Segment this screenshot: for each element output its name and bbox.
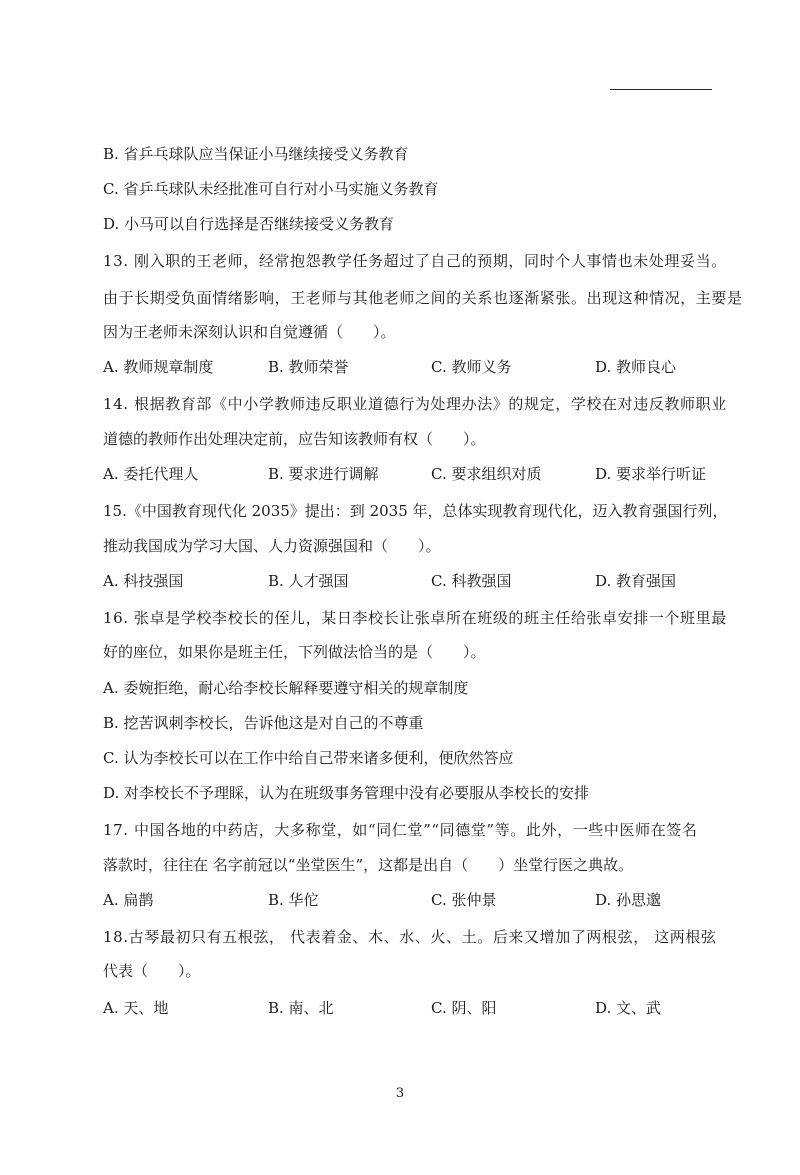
- q17-option-c: C. 张仲景: [431, 891, 497, 909]
- q18-option-b: B. 南、北: [268, 999, 334, 1017]
- q13-option-a: A. 教师规章制度: [103, 358, 214, 376]
- q15-option-d: D. 教育强国: [595, 572, 677, 590]
- q18-option-c: C. 阴、阳: [431, 999, 497, 1017]
- q16-stem-line-1: 16. 张卓是学校李校长的侄儿，某日李校长让张卓所在班级的班主任给张卓安排一个班里最: [103, 609, 727, 627]
- q17-stem-line-1: 17. 中国各地的中药店，大多称堂，如“同仁堂”“同德堂”等。此外，一些中医师在签名: [103, 821, 698, 839]
- q13-option-d: D. 教师良心: [595, 358, 677, 376]
- q18-option-a: A. 天、地: [103, 999, 169, 1017]
- q13-option-b: B. 教师荣誉: [268, 358, 349, 376]
- q17-options: [103, 889, 723, 911]
- q12-option-b: B. 省乒乓球队应当保证小马继续接受义务教育: [103, 145, 409, 163]
- q14-options: [103, 463, 723, 485]
- q14-option-b: B. 要求进行调解: [268, 465, 379, 483]
- q18-options: [103, 997, 723, 1019]
- q15-stem-line-1: 15.《中国教育现代化 2035》提出：到 2035 年，总体实现教育现代化，迈入教育强国行列，: [103, 502, 728, 520]
- q14-option-a: A. 委托代理人: [103, 465, 199, 483]
- q12-option-c: C. 省乒乓球队未经批准可自行对小马实施义务教育: [103, 180, 439, 198]
- header-rule: [610, 89, 712, 90]
- q14-option-d: D. 要求举行听证: [595, 465, 707, 483]
- q13-options: [103, 356, 723, 378]
- q16-stem-line-2: 好的座位，如果你是班主任，下列做法恰当的是（ ）。: [103, 643, 486, 661]
- q13-option-c: C. 教师义务: [431, 358, 512, 376]
- q18-option-d: D. 文、武: [595, 999, 662, 1017]
- q17-option-b: B. 华佗: [268, 891, 319, 909]
- q12-option-d: D. 小马可以自行选择是否继续接受义务教育: [103, 215, 395, 233]
- q14-stem-line-2: 道德的教师作出处理决定前，应告知该教师有权（ ）。: [103, 430, 486, 448]
- q13-stem-line-3: 因为王老师未深刻认识和自觉遵循（ ）。: [103, 323, 396, 341]
- q16-option-d: D. 对李校长不予理睬，认为在班级事务管理中没有必要服从李校长的安排: [103, 784, 590, 802]
- page-number: 3: [395, 1086, 405, 1101]
- q13-stem-line-1: 13. 刚入职的王老师，经常抱怨教学任务超过了自己的预期，同时个人事情也未处理妥当。: [103, 252, 727, 270]
- q15-option-c: C. 科教强国: [431, 572, 512, 590]
- q18-stem-line-2: 代表（ ）。: [103, 962, 201, 980]
- q17-option-d: D. 孙思邈: [595, 891, 662, 909]
- q15-stem-line-2: 推动我国成为学习大国、人力资源强国和（ ）。: [103, 537, 441, 555]
- q13-stem-line-2: 由于长期受负面情绪影响，王老师与其他老师之间的关系也逐渐紧张。出现这种情况，主要是: [103, 289, 743, 307]
- q15-option-b: B. 人才强国: [268, 572, 349, 590]
- q15-option-a: A. 科技强国: [103, 572, 184, 590]
- q17-stem-line-2: 落款时，往往在 名字前冠以“坐堂医生”，这都是出自（ ）坐堂行医之典故。: [103, 856, 634, 874]
- q15-options: [103, 570, 723, 592]
- q17-option-a: A. 扁鹊: [103, 891, 154, 909]
- q16-option-b: B. 挖苦讽刺李校长，告诉他这是对自己的不尊重: [103, 714, 424, 732]
- q14-stem-line-1: 14. 根据教育部《中小学教师违反职业道德行为处理办法》的规定，学校在对违反教师职业: [103, 395, 727, 413]
- q18-stem-line-1: 18.古琴最初只有五根弦， 代表着金、木、水、火、土。后来又增加了两根弦， 这两根弦: [103, 928, 717, 946]
- q14-option-c: C. 要求组织对质: [431, 465, 542, 483]
- q16-option-a: A. 委婉拒绝，耐心给李校长解释要遵守相关的规章制度: [103, 679, 469, 697]
- q16-option-c: C. 认为李校长可以在工作中给自己带来诸多便利，便欣然答应: [103, 749, 514, 767]
